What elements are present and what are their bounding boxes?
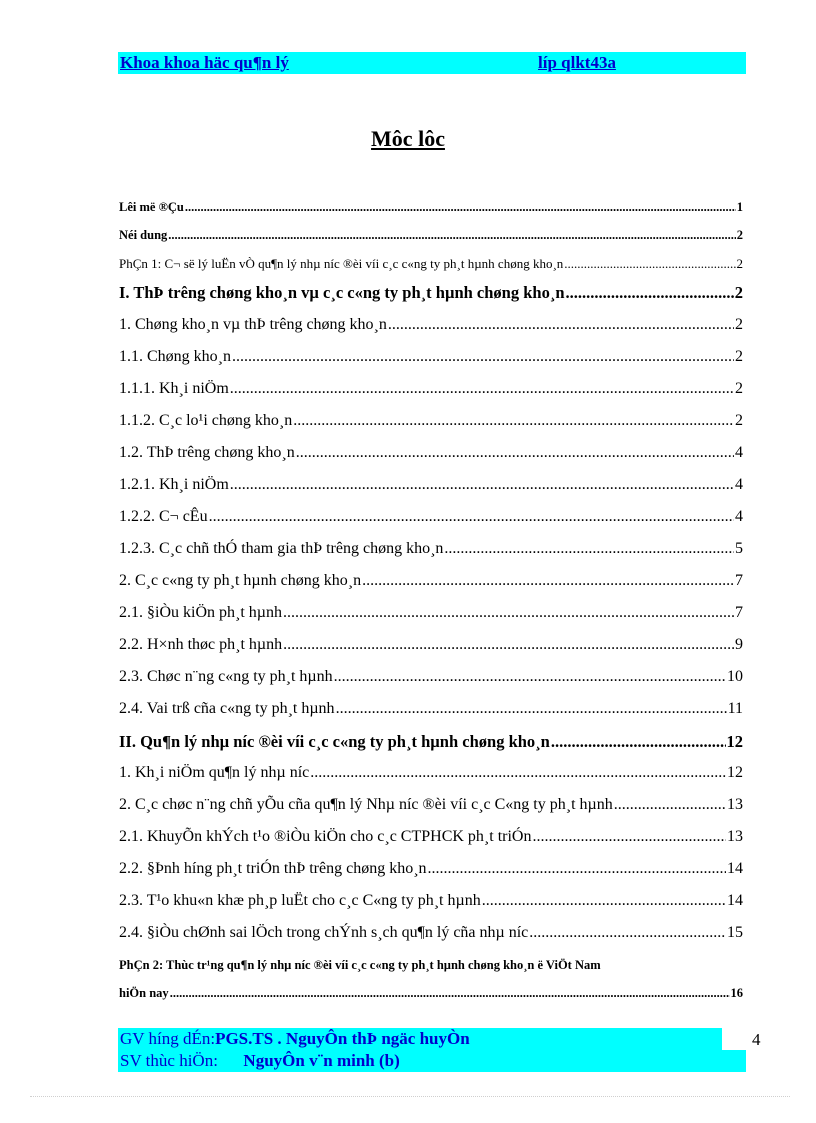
toc-entry: 1.2.1. Kh¸i niÖm ..... 4 — [119, 476, 743, 494]
toc-entry: 1. Chøng kho¸n vµ thÞ trêng chøng kho¸n ..... 2 — [119, 316, 743, 334]
header-class: líp qlkt43a — [538, 53, 616, 72]
student-name: NguyÔn v¨n minh (b) — [243, 1051, 400, 1070]
toc-entry: 2.2. §Þnh híng ph¸t triÓn thÞ trêng chøng kho¸n ..... 14 — [119, 860, 743, 878]
advisor-label: GV híng dÉn: — [120, 1029, 216, 1048]
toc-entry: 2. C¸c chøc n¨ng chñ yÕu cña qu¶n lý Nhµ níc ®èi víi c¸c C«ng ty ph¸t hµnh ..... 13 — [119, 796, 743, 814]
toc-entry: 1.1. Chøng kho¸n ..... 2 — [119, 348, 743, 366]
advisor-name: PGS.TS . NguyÔn thÞ ngäc huyÒn — [215, 1029, 470, 1048]
toc-entry: 2.1. §iÒu kiÖn ph¸t hµnh ..... 7 — [119, 604, 743, 622]
student-label: SV thùc hiÖn: — [120, 1051, 218, 1070]
toc-entry: 2.2. H×nh thøc ph¸t hµnh ..... 9 — [119, 636, 743, 654]
toc-entry: 1. Kh¸i niÖm qu¶n lý nhµ níc ..... 12 — [119, 764, 743, 782]
toc-entry: 2.4. Vai trß cña c«ng ty ph¸t hµnh ..... 11 — [119, 700, 743, 718]
toc-entry: 2.3. Chøc n¨ng c«ng ty ph¸t hµnh ..... 10 — [119, 668, 743, 686]
toc-entry: PhÇn 1: C¬ së lý luËn vÒ qu¶n lý nhµ níc ®èi víi c¸c c«ng ty ph¸t hµnh chøng kho¸n ..... 2 — [119, 256, 743, 272]
toc-entry: Lêi më ®Çu ..... 1 — [119, 200, 743, 215]
header-faculty: Khoa khoa häc qu¶n lý — [120, 53, 289, 72]
toc-entry: 1.1.1. Kh¸i niÖm ..... 2 — [119, 380, 743, 398]
page-title: Môc lôc — [371, 126, 445, 151]
toc-entry: II. Qu¶n lý nhµ níc ®èi víi c¸c c«ng ty ph¸t hµnh chøng kho¸n ..... 12 — [119, 732, 743, 752]
toc-entry: 1.1.2. C¸c lo¹i chøng kho¸n ..... 2 — [119, 412, 743, 430]
advisor-line — [120, 1029, 470, 1049]
footer-student-bar — [118, 1050, 746, 1072]
toc-entry: I. ThÞ trêng chøng kho¸n vµ c¸c c«ng ty ph¸t hµnh chøng kho¸n ..... 2 — [119, 283, 743, 303]
toc-entry: 2.1. KhuyÕn khÝch t¹o ®iÒu kiÖn cho c¸c CTPHCK ph¸t triÓn ..... 13 — [119, 828, 743, 846]
footer-advisor-bar — [118, 1028, 722, 1050]
student-line — [120, 1051, 400, 1071]
toc-entry: PhÇn 2: Thùc tr¹ng qu¶n lý nhµ níc ®èi víi c¸c c«ng ty ph¸t hµnh chøng kho¸n ë ViÖt Nam — [119, 958, 601, 972]
toc-entry: 2.4. §iÒu chØnh sai lÖch trong chÝnh s¸ch qu¶n lý cña nhµ níc ..... 15 — [119, 924, 743, 942]
page-number: 4 — [752, 1030, 761, 1049]
toc-entry: 2. C¸c c«ng ty ph¸t hµnh chøng kho¸n ..... 7 — [119, 572, 743, 590]
header-bar — [118, 52, 746, 74]
toc-entry: 1.2.2. C¬ cÊu ..... 4 — [119, 508, 743, 526]
toc-entry: 1.2. ThÞ trêng chøng kho¸n ..... 4 — [119, 444, 743, 462]
toc-entry: Néi dung ..... 2 — [119, 228, 743, 243]
toc-entry: 2.3. T¹o khu«n khæ ph¸p luËt cho c¸c C«ng ty ph¸t hµnh ..... 14 — [119, 892, 743, 910]
page-bottom-rule — [30, 1096, 790, 1097]
toc-entry: 1.2.3. C¸c chñ thÓ tham gia thÞ trêng chøng kho¸n ..... 5 — [119, 540, 743, 558]
toc-entry: hiÖn nay ..... 16 — [119, 986, 743, 1001]
